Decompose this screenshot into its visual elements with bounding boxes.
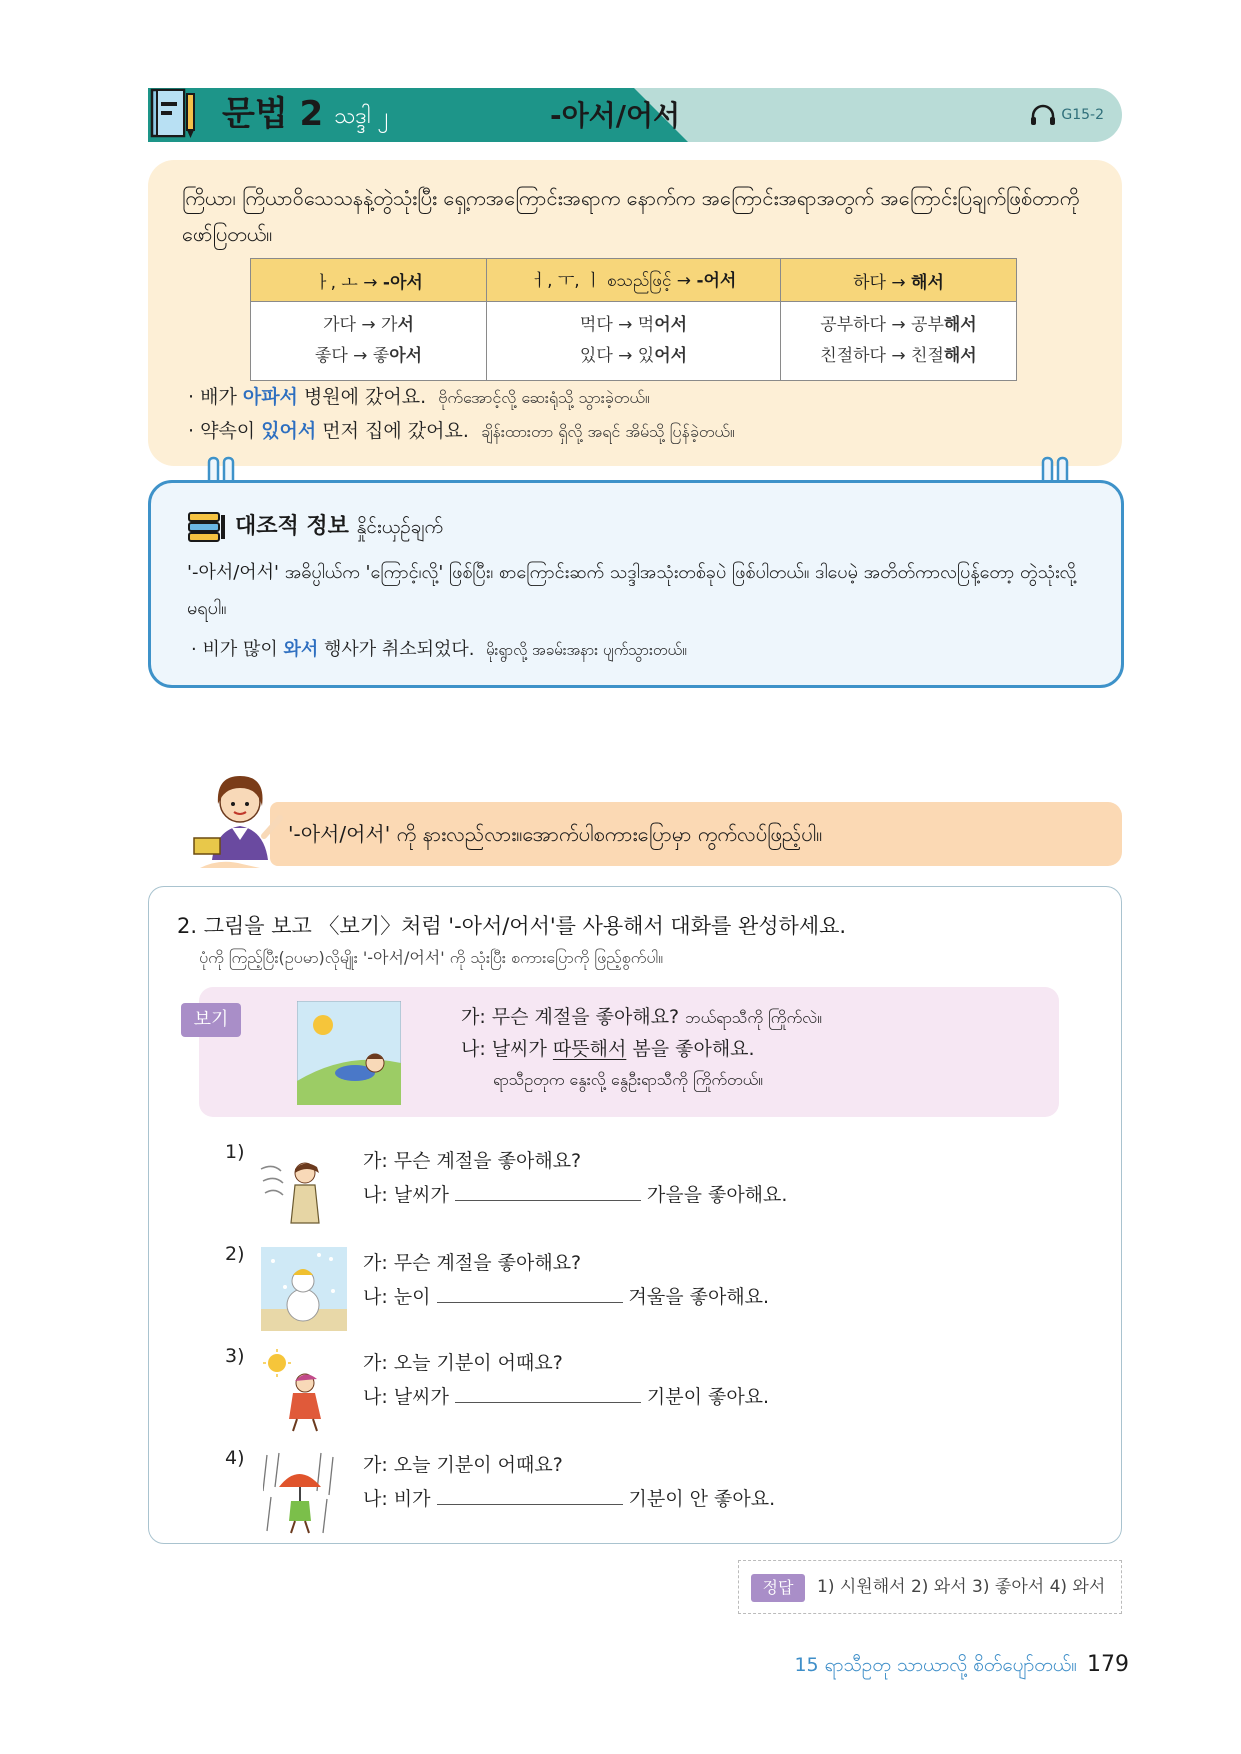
spring-scene-image — [297, 1001, 401, 1105]
example-sentence: · 배가 아파서 병원에 갔어요. ဗိုက်အောင့်လို့ ဆေးရုံသို့ သွားခဲ့တယ်။ — [188, 386, 650, 408]
exercise-question-translation: ပုံကို ကြည့်ပြီး(ဥပမာ)လိုမျိုး '-아서/어서' ကို သုံးပြီး စကားပြောကို ဖြည့်စွက်ပါ။ — [199, 948, 664, 967]
instruction-banner — [270, 802, 1122, 866]
section-subtitle: သဒ္ဒါ ၂ — [334, 104, 389, 129]
item-answer-line: 나: 날씨가 가을을 좋아해요. — [363, 1179, 787, 1211]
sample-badge: 보기 — [181, 1003, 241, 1037]
grammar-topic: -아서/어서 — [550, 99, 681, 132]
conjugation-table — [250, 258, 1017, 381]
reference-text: '-아서/어서' အဓိပ္ပါယ်က 'ကြောင့်၊လို့' ဖြစ်ပြီး၊ စာကြောင်းဆက် သဒ္ဒါအသုံးတစ်ခုပဲ ဖြစ်ပါတယ်။ ဒါပေမဲ့ အတိတ်ကာလပြန့်တော့ တွဲသုံးလို့ မရပါ။ — [187, 562, 1077, 619]
snowman-image — [261, 1247, 347, 1331]
table-header: 하다 → 해서 — [781, 259, 1017, 302]
table-header: ㅓ, ㅜ, ㅣ စသည်ဖြင့် → -어서 — [487, 259, 781, 302]
item-question: 가: 오늘 기분이 어때요? — [363, 1454, 563, 1476]
table-header: ㅏ, ㅗ → -아서 — [251, 259, 487, 302]
answer-key — [738, 1560, 1122, 1614]
answer-badge: 정답 — [751, 1574, 805, 1602]
item-question: 가: 오늘 기분이 어때요? — [363, 1352, 563, 1374]
page-footer — [794, 1648, 1129, 1682]
instruction-text: '-아서/어서' ကို နားလည်လား။အောက်ပါစကားပြောမှာ ကွက်လပ်ဖြည့်ပါ။ — [288, 822, 823, 846]
grammar-book-icon — [150, 86, 196, 140]
section-header — [148, 88, 1122, 142]
teacher-illustration-icon — [190, 760, 290, 872]
answer-blank[interactable] — [455, 1180, 641, 1201]
grammar-box — [148, 160, 1122, 466]
answer-blank[interactable] — [437, 1484, 623, 1505]
table-cell: 가다 → 가서 좋다 → 좋아서 — [251, 302, 487, 381]
headphones-icon — [1029, 104, 1057, 126]
example-sentence: · 약속이 있어서 먼저 집에 갔어요. ချိန်းထားတာ ရှိလို့ အရင် အိမ်သို့ ပြန်ခဲ့တယ်။ — [188, 420, 735, 442]
audio-label: G15-2 — [1061, 107, 1104, 123]
page-number: 179 — [1087, 1652, 1129, 1677]
answer-blank[interactable] — [437, 1282, 623, 1303]
answer-blank[interactable] — [455, 1382, 641, 1403]
rain-umbrella-image — [263, 1451, 335, 1535]
sunny-girl-image — [263, 1349, 335, 1433]
item-number: 2) — [225, 1243, 245, 1265]
item-answer-line: 나: 비가 기분이 안 좋아요. — [363, 1483, 775, 1515]
exercise-question: 2. 그림을 보고 〈보기〉처럼 '-아서/어서'를 사용해서 대화를 완성하세요. — [177, 914, 847, 938]
table-cell: 공부하다 → 공부해서 친절하다 → 친절해서 — [781, 302, 1017, 381]
sample-answer: 나: 날씨가 따뜻해서 봄을 좋아해요. — [461, 1038, 755, 1060]
autumn-wind-image — [259, 1151, 331, 1231]
chapter-title: 15 ရာသီဥတု သာယာလို့ စိတ်ပျော်တယ်။ — [794, 1654, 1077, 1676]
item-question: 가: 무슨 계절을 좋아해요? — [363, 1252, 582, 1274]
grammar-intro: ကြိယာ၊ ကြိယာဝိသေသနနဲ့တွဲသုံးပြီး ရှေ့ကအကြောင်းအရာက နောက်က အကြောင်းအရာအတွက် အကြောင်းပြချက်ဖြစ်တာကို ဖော်ပြတယ်။ — [182, 186, 1080, 246]
reference-example: · 비가 많이 와서 행사가 취소되었다. မိုးရွာလို့ အခမ်းအနား ပျက်သွားတယ်။ — [191, 639, 687, 660]
item-number: 4) — [225, 1447, 245, 1469]
item-number: 1) — [225, 1141, 245, 1163]
reference-title: 대조적 정보 နှိုင်းယှဉ်ချက် — [187, 511, 443, 543]
reference-box — [148, 480, 1124, 688]
item-question: 가: 무슨 계절을 좋아해요? — [363, 1150, 582, 1172]
item-answer-line: 나: 날씨가 기분이 좋아요. — [363, 1381, 769, 1413]
answer-text: 1) 시원해서 2) 와서 3) 좋아서 4) 와서 — [817, 1577, 1106, 1597]
sample-answer-translation: ရာသီဥတုက နွေးလို့ နွေဦးရာသီကို ကြိုက်တယ်။ — [493, 1070, 763, 1089]
sample-question: 가: 무슨 계절을 좋아해요? ဘယ်ရာသီကို ကြိုက်လဲ။ — [461, 1006, 822, 1028]
audio-track[interactable] — [1029, 102, 1104, 128]
sample-example — [193, 987, 1059, 1117]
table-cell: 먹다 → 먹어서 있다 → 있어서 — [487, 302, 781, 381]
item-answer-line: 나: 눈이 겨울을 좋아해요. — [363, 1281, 769, 1313]
item-number: 3) — [225, 1345, 245, 1367]
stacked-books-icon — [187, 511, 227, 543]
section-title: 문법 2 — [222, 94, 324, 134]
exercise-box — [148, 886, 1122, 1544]
